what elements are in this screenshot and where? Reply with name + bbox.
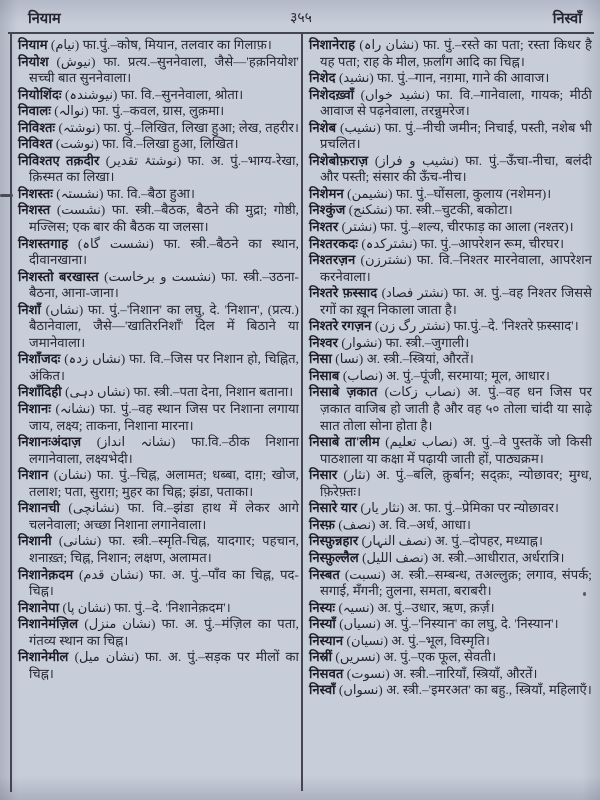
entry-definition: (نیام) फा.पुं.–कोष, मियान, तलवार का गिलाफ़।	[50, 37, 272, 52]
dictionary-entry	[18, 567, 299, 600]
entry-headword: निश्वर	[309, 334, 342, 350]
dictionary-entry	[18, 87, 299, 104]
entry-definition: (نیوشندہ) फा. वि.–सुननेवाला, श्रोता।	[64, 86, 244, 102]
entry-headword: निशेबोफ़राज़	[309, 152, 375, 168]
dictionary-entry	[18, 649, 299, 682]
dictionary-entry	[309, 666, 592, 683]
entry-definition: (نشانہ انداز) फा.वि.–ठीक निशाना लगानेवाला, लक्ष्यभेदी।	[29, 434, 299, 466]
entry-headword: निस्वाँ	[309, 682, 339, 698]
entry-definition: (نشاں) फा. पुं.–'निशान' का लघु, दे. 'निशान', (प्रत्य.) बैठानेवाला, जैसे—'खातिरनिशाँ' दिल में बिठाने या जमानेवाला।	[29, 301, 299, 350]
dictionary-entry	[18, 186, 299, 203]
entry-definition: (نسیہ) अ. पुं.–उधार, ऋण, क़र्ज़।	[338, 599, 495, 615]
entry-headword: निश्तरकदः	[309, 235, 362, 251]
dictionary-entry	[309, 533, 592, 550]
dictionary-entry	[309, 467, 592, 500]
page-number: ३५५	[290, 11, 312, 26]
entry-definition: (نسیاں) अ. पुं.–'निस्यान' का लघु, दे. 'निस्यान'।	[339, 616, 559, 632]
dictionary-entry	[18, 202, 299, 235]
entry-definition: (نوشتہ) फा. पुं.–लिखित, लिखा हुआ; लेख, तहरीर।	[58, 119, 299, 135]
entry-definition: (نشانچی) फा. वि.–झंडा हाथ में लेकर आगे चलनेवाला; अच्छा निशाना लगानेवाला।	[29, 500, 299, 532]
dictionary-entry	[18, 434, 299, 467]
dictionary-entry	[18, 600, 299, 617]
dictionary-entry	[309, 202, 592, 219]
entry-definition: (نیوش) फा. प्रत्य.–सुननेवाला, जैसे—'हक़नियोश' सच्ची बात सुननेवाला।	[29, 53, 299, 86]
dictionary-entry	[309, 649, 592, 666]
entry-headword: निश्तरे फ़स्साद	[309, 285, 382, 301]
entry-definition: (نوشتۂ تقدیر) फा. अ. पुं.–भाग्य-रेखा, क़िस्मत का लिखा।	[29, 152, 299, 185]
column-left	[18, 37, 299, 682]
entry-headword: निशान	[18, 467, 54, 483]
dictionary-entry	[18, 103, 299, 120]
entry-definition: (نشاں دہی) फा. स्त्री.–पता देना, निशान बताना।	[65, 384, 294, 400]
dictionary-entry	[18, 467, 299, 500]
dictionary-entry	[309, 517, 592, 534]
entry-headword: निसाब	[309, 367, 343, 383]
entry-headword: निशानेराह	[309, 37, 360, 52]
entry-definition: (نصف اللیل) अ. स्त्री.–आधीरात, अर्धरात्रि।	[362, 549, 565, 565]
entry-headword: निशानः	[18, 401, 56, 417]
dictionary-entry	[309, 87, 592, 120]
entry-definition: (نشید خواں) फा. वि.–गानेवाला, गायक; मीठी आवाज से पढ़नेवाला, तरन्नुमरेज।	[320, 86, 592, 119]
entry-headword: नियाम	[18, 37, 51, 52]
dictionary-entry	[309, 236, 592, 253]
entry-headword: निसवत	[309, 665, 347, 681]
entry-definition: (نسبت) अ. स्त्री.–सम्बन्ध, तअल्लुक़; लगाव, संपर्क; सगाई, मँगनी; तुलना, समता, बराबरी।	[320, 566, 592, 599]
entry-headword: निस्फ़	[309, 516, 339, 532]
entry-headword: निस्यान	[309, 632, 347, 648]
entry-headword: निश्तरे रगज़न	[309, 318, 375, 334]
entry-definition: (نشانی) फा. स्त्री.–स्मृति-चिह्न, यादगार; पहचान, शनाख़्त; चिह्न, निशान; लक्षण, अलामत।	[29, 533, 299, 565]
dictionary-entry	[309, 616, 592, 633]
entry-headword: निस्रीं	[309, 649, 336, 665]
dictionary-entry	[309, 37, 592, 70]
entry-headword: निशेद	[309, 70, 339, 86]
dictionary-entry	[18, 351, 299, 384]
dictionary-entry	[18, 120, 299, 137]
page-left-border	[10, 34, 12, 792]
entry-definition: (نشیب) फा. पुं.–नीची जमीन; निचाई, पस्ती, नशेब भी प्रचलित।	[320, 119, 593, 152]
entry-definition: (نثار) अ. पुं.–बलि, क़ुर्बान; सद्क़ः, न्योछावर; मुग्ध, फ़िरेफ़्तः।	[320, 467, 592, 499]
entry-definition: (نشاں زدہ) फा. वि.–जिस पर निशान हो, चिह्नित, अंकित।	[29, 351, 299, 383]
dictionary-entry	[309, 120, 592, 153]
entry-definition: (نسیان) अ. पुं.–भूल, विस्मृति।	[346, 632, 491, 648]
entry-headword: निविश्त	[18, 136, 56, 152]
entry-headword: निशानची	[18, 500, 69, 516]
entry-headword: निशाँ	[18, 301, 46, 317]
entry-headword: निशानेमील	[18, 649, 75, 665]
entry-headword: निशेदख़्वाँ	[309, 86, 361, 102]
entry-headword: निशस्तगाह	[18, 235, 78, 251]
entry-definition: (نشستہ) फा. वि.–बैठा हुआ।	[56, 185, 195, 201]
dictionary-entry	[18, 136, 299, 153]
entry-definition: (نسوت) अ. स्त्री.–नारियाँ, स्त्रियाँ, औरतें।	[346, 665, 538, 681]
entry-definition: (نشان منزل) फा. अ. पुं.–मंज़िल का पता, गंतव्य स्थान का चिह्न।	[29, 616, 299, 648]
dictionary-entry	[309, 500, 592, 517]
entry-definition: (نصف النہار) अ. पुं.–दोपहर, मध्याह्न।	[361, 533, 544, 549]
dictionary-entry	[309, 434, 592, 467]
dictionary-entry	[18, 384, 299, 401]
entry-definition: (نشست گاہ) फा. स्त्री.–बैठने का स्थान, दीवानखाना।	[29, 235, 299, 268]
entry-definition: (نشیب و فراز) फा. पुं.–ऊँचा-नीचा, बलंदी और पस्ती; संसार की ऊँच-नीच।	[320, 152, 592, 185]
entry-definition: (نشوار) फा. स्त्री.–जुगाली।	[341, 334, 470, 350]
dictionary-entry	[309, 368, 592, 385]
entry-headword: निस्याँ	[309, 616, 340, 632]
entry-definition: (نصاب زکات) अ. पुं.–वह धन जिस पर ज़कात वाजिब हो जाती है और वह ५० तोला चांदी या साढ़े सात तोला सोना होता है।	[320, 384, 592, 433]
entry-headword: निशानेपा	[18, 599, 63, 615]
entry-definition: (نثار یار) अ. फा. पुं.–प्रेमिका पर न्योछावर।	[360, 500, 560, 516]
entry-headword: निवालः	[18, 103, 55, 119]
entry-headword: निशेब	[309, 119, 341, 135]
entry-headword: निविश्तः	[18, 119, 59, 135]
entry-definition: (نسواں) अ. स्त्री.–'इमरअत' का बहु., स्त्रियाँ, महिलाएँ।	[338, 682, 592, 698]
column-right	[309, 37, 592, 699]
dictionary-entry	[18, 269, 299, 302]
entry-headword: निविश्तए तक़दीर	[18, 152, 106, 168]
entry-definition: (نشتر فصاد) फा. अ. पुं.–वह निश्तर जिससे रगों का ख़ून निकाला जाता है।	[320, 285, 592, 317]
entry-definition: (نصاب) अ. पुं.–पूंजी, सरमाया; मूल, आधार।	[342, 367, 550, 383]
entry-headword: निसा	[309, 351, 336, 367]
entry-definition: (نوشت) फा. वि.–लिखा हुआ, लिखित।	[55, 136, 239, 152]
dictionary-entry	[309, 567, 592, 600]
entry-definition: (نشید) फा. पुं.–गान, नग़मा, गाने की आवाज।	[338, 70, 550, 86]
entry-headword: निशस्तो बरखास्त	[18, 268, 105, 284]
entry-headword: निशानी	[18, 533, 59, 549]
entry-headword: निस्फ़ुल्लैल	[309, 549, 363, 565]
entry-definition: (نشتر رگ زن) फा.पुं.–दे. 'निश्तरे फ़स्साद'।	[374, 318, 579, 334]
dictionary-entry	[18, 236, 299, 269]
entry-headword: निशानेक़दम	[18, 566, 79, 582]
entry-definition: (نصاب تعلیم) अ. पुं.–वे पुस्तकें जो किसी पाठशाला या कक्षा में पढ़ायी जाती हों, पाठ्यक्रम।	[320, 434, 593, 466]
dictionary-entry	[18, 153, 299, 186]
entry-headword: निश्तरज़न	[309, 252, 361, 268]
dictionary-entry	[18, 54, 299, 87]
scan-artifact-speck	[583, 592, 586, 596]
entry-headword: निसाबे ता'लीम	[309, 434, 386, 450]
entry-definition: (نوالہ) फा. पुं.–कवल, ग्रास, लुक़मा।	[54, 103, 225, 119]
entry-definition: (نشتر) फा. पुं.–शल्य, चीरफाड़ का आला (नश्तर)।	[341, 219, 574, 235]
entry-definition: (نشان) फा. पुं.–चिह्न, अलामत; धब्बा, दाग़; खोज, तलाश; पता, सुराग़; मुहर का चिह्न; झंडा, पताका।	[29, 467, 299, 499]
entry-definition: (نشان راہ) फा. पुं.–रस्ते का पता; रस्ता किधर है यह पता; राह के मील, फ़र्लांग आदि का चिह्न।	[320, 37, 592, 69]
dictionary-entry	[309, 550, 592, 567]
dictionary-entry	[309, 633, 592, 650]
dictionary-entry	[309, 335, 592, 352]
header-guide-word-left: नियाम	[28, 11, 61, 27]
entry-headword: निसारे यार	[309, 500, 361, 516]
entry-definition: (نشان پا) फा. पुं.–दे. 'निशानेक़दम'।	[62, 599, 231, 615]
dictionary-entry	[309, 600, 592, 617]
dictionary-entry	[309, 186, 592, 203]
entry-definition: (نشست) फा. स्त्री.–बैठक, बैठने की मुद्रा; गोष्ठी, मज्लिस; एक बार की बैठक या जलसा।	[29, 202, 300, 235]
dictionary-entry	[18, 500, 299, 533]
dictionary-entry	[309, 252, 592, 285]
entry-definition: (نشان قدم) फा. अ. पुं.–पाँव का चिह्न, पद-चिह्न।	[29, 566, 299, 599]
header-guide-word-right: निस्वाँ	[552, 11, 582, 27]
entry-headword: निश्तर	[309, 219, 342, 235]
entry-headword: निस्फ़ुन्नहार	[309, 533, 362, 549]
entry-headword: निश्कुंज	[309, 202, 349, 218]
entry-headword: नियोशिंदः	[18, 86, 65, 102]
entry-definition: (نشانہ) फा. पुं.–वह स्थान जिस पर निशाना लगाया जाय, लक्ष्य; ताकना, निशाना मारना।	[29, 401, 299, 433]
entry-definition: (نشکنج) फा. स्त्री.–चुटकी, बकोटा।	[348, 202, 513, 218]
entry-definition: (نشیمن) फा. पुं.–घोंसला, कुलाय (नशेमन)।	[347, 185, 552, 201]
running-head	[10, 8, 592, 30]
dictionary-entry	[18, 302, 299, 352]
entry-headword: निसाबे ज़कात	[309, 384, 385, 400]
entry-headword: निसार	[309, 467, 344, 483]
entry-headword: निशानेमंज़िल	[18, 616, 85, 632]
entry-headword: निशेमन	[309, 185, 348, 201]
entry-headword: निशस्तः	[18, 185, 57, 201]
dictionary-entry	[309, 285, 592, 318]
dictionary-entry	[309, 70, 592, 87]
dictionary-entry	[309, 384, 592, 434]
entry-definition: (نشترکدہ) फा. पुं.–आपरेशन रूम, चीरघर।	[361, 235, 565, 251]
dictionary-entry	[18, 533, 299, 566]
dictionary-entry	[309, 682, 592, 699]
entry-definition: (نشترزن) फा. वि.–निश्तर मारनेवाला, आपरेशन करनेवाला।	[320, 252, 592, 284]
entry-headword: निस्बत	[309, 566, 345, 582]
entry-headword: नियोश	[18, 53, 57, 69]
dictionary-entry	[18, 616, 299, 649]
entry-definition: (نسریں) अ. पुं.–एक फूल, सेवती।	[335, 649, 497, 665]
dictionary-entry	[18, 401, 299, 434]
entry-headword: निशाँजदः	[18, 351, 65, 367]
entry-definition: (نشست و برخاست) फा. स्त्री.–उठना-बैठना, आना-जाना।	[29, 268, 299, 301]
dictionary-entry	[18, 37, 299, 54]
entry-headword: निशस्त	[18, 202, 57, 218]
entry-definition: (نسا) अ. स्त्री.–स्त्रियां, औरतें।	[335, 351, 474, 367]
dictionary-entry	[309, 153, 592, 186]
entry-headword: निशानःअंदाज़	[18, 434, 97, 450]
dictionary-entry	[309, 219, 592, 236]
entry-definition: (نصف) अ. वि.–अर्ध, आधा।	[338, 516, 471, 532]
dictionary-entry	[309, 318, 592, 335]
entry-headword: निस्यः	[309, 599, 339, 615]
entry-headword: निशाँदिही	[18, 384, 66, 400]
column-divider	[301, 34, 303, 791]
dictionary-entry	[309, 351, 592, 368]
entry-definition: (نشان میل) फा. अ. पुं.–सड़क पर मीलों का चिह्न।	[29, 649, 299, 681]
scan-artifact-dash	[0, 194, 13, 197]
